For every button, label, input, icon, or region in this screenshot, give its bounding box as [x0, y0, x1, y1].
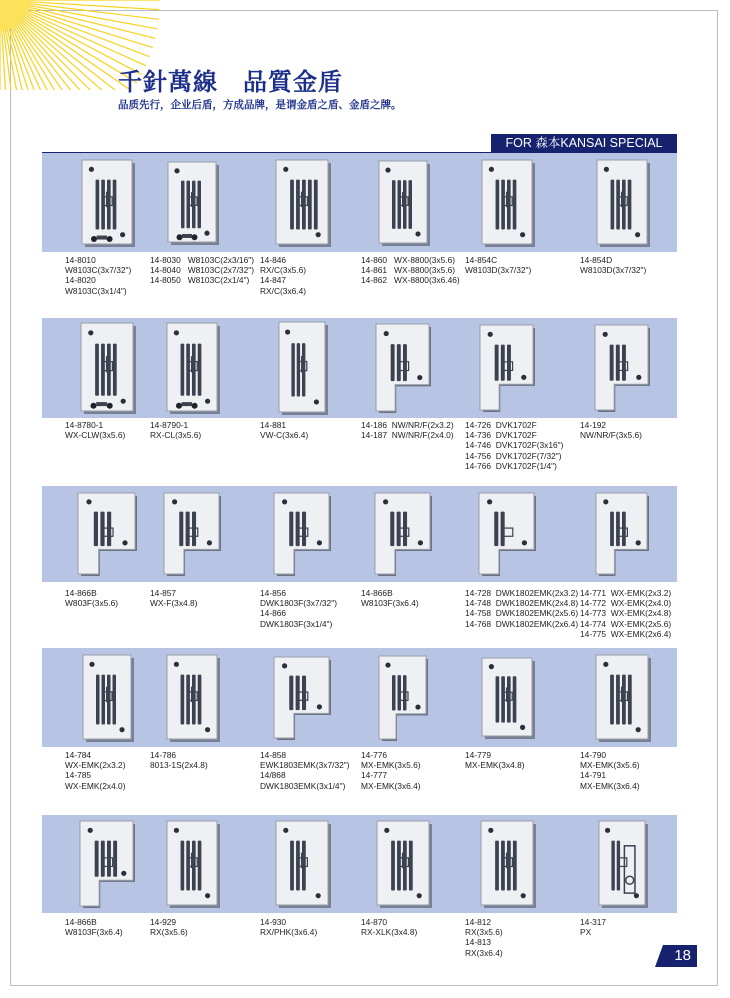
part-number-line: 14-8780-1	[65, 420, 104, 430]
part-number-line: EWK1803EMK(3x7/32")	[260, 760, 350, 771]
part-label	[260, 420, 370, 440]
needle-plate-image	[374, 492, 438, 580]
part-number-line: WX-F(3x4.8)	[150, 598, 198, 609]
needle-plate-image	[594, 324, 656, 416]
part-number-line: 14-8040 W8103C(2x7/32")	[150, 265, 254, 276]
part-number-line: 14-8790-1	[150, 420, 189, 430]
part-number-line: 14-856	[260, 588, 287, 598]
part-number-line: 14-790	[580, 750, 607, 760]
part-number-line: 14-8020	[65, 275, 96, 286]
part-label	[260, 588, 370, 629]
needle-plate-image	[378, 160, 434, 250]
needle-plate-image	[479, 324, 541, 416]
part-number-line: 14-854C	[465, 255, 498, 265]
part-number-line: 14-192	[580, 420, 607, 430]
needle-plate-image	[273, 492, 337, 580]
needle-plate-image	[166, 322, 224, 418]
part-number-line: 14-881	[260, 420, 287, 430]
part-number-line: RX(3x5.6)	[150, 927, 188, 938]
part-label	[361, 917, 471, 937]
part-number-line: 14-8030 W8103C(2x3/16")	[150, 255, 254, 265]
part-number-line: 14-870	[361, 917, 388, 927]
part-number-line: 14-8050 W8103C(2x1/4")	[150, 275, 250, 286]
part-label	[465, 420, 575, 471]
part-number-line: 14/868	[260, 770, 286, 781]
part-number-line: 14-812	[465, 917, 492, 927]
part-number-line: 14-866	[260, 608, 287, 619]
part-number-line: 14-930	[260, 917, 287, 927]
part-label	[361, 420, 471, 440]
part-number-line: 14-758 DWK1802EMK(2x5.6)	[465, 608, 579, 619]
part-number-line: 14-766 DVK1702F(1/4")	[465, 460, 557, 471]
page-title: 千針萬線 品質金盾	[118, 68, 343, 96]
part-number-line: 14-857	[150, 588, 177, 598]
needle-plate-image	[481, 657, 539, 743]
part-number-line: MX-EMK(3x6.4)	[580, 780, 640, 791]
part-number-line: 14-773 WX-EMK(2x4.8)	[580, 608, 672, 619]
part-number-line: 14-756 DVK1702F(7/32")	[465, 450, 562, 461]
part-label	[580, 255, 690, 275]
part-number-line: WX-CLW(3x5.6)	[65, 430, 126, 441]
needle-plate-image	[77, 492, 143, 580]
part-number-line: 14-746 DVK1702F(3x16")	[465, 440, 564, 451]
part-number-line: W8103C(3x7/32")	[65, 265, 132, 276]
part-number-line: 14-186 NW/NR/F(2x3.2)	[361, 420, 454, 430]
needle-plate-image	[378, 655, 434, 745]
part-number-line: 14-768 DWK1802EMK(2x6.4)	[465, 618, 579, 629]
part-label	[260, 917, 370, 937]
needle-plate-image	[166, 820, 224, 912]
part-number-line: 14-858	[260, 750, 287, 760]
part-label	[260, 750, 370, 791]
part-label	[465, 750, 575, 770]
part-number-line: 14-772 WX-EMK(2x4.0)	[580, 598, 672, 609]
part-number-line: 14-777	[361, 770, 388, 781]
part-label	[580, 750, 690, 791]
needle-plate-image	[480, 820, 540, 912]
part-label	[150, 588, 260, 608]
part-number-line: 14-791	[580, 770, 607, 781]
part-number-line: 14-862 WX-8800(3x6.46)	[361, 275, 460, 286]
page-subtitle: 品质先行，企业后盾，方成品牌，是谓金盾之盾、金盾之牌。	[118, 99, 402, 111]
part-number-line: 14-785	[65, 770, 92, 781]
part-number-line: RX-XLK(3x4.8)	[361, 927, 418, 938]
part-number-line: W8103F(3x6.4)	[361, 598, 419, 609]
part-label	[150, 917, 260, 937]
part-number-line: 14-726 DVK1702F	[465, 420, 537, 430]
part-label	[465, 917, 575, 958]
part-label	[361, 255, 471, 286]
part-label	[260, 255, 370, 296]
part-number-line: 14-847	[260, 275, 287, 286]
part-number-line: 14-187 NW/NR/F(2x4.0)	[361, 430, 454, 441]
part-label	[465, 255, 575, 275]
needle-plate-image	[273, 656, 337, 744]
part-number-line: MX-EMK(3x5.6)	[580, 760, 640, 771]
needle-plate-image	[376, 820, 436, 912]
page-number: 18	[663, 945, 697, 967]
part-number-line: 14-317	[580, 917, 607, 927]
part-number-line: DWK1803EMK(3x1/4")	[260, 780, 346, 791]
part-number-line: W8103C(3x1/4")	[65, 285, 127, 296]
needle-plate-image	[375, 323, 437, 417]
part-number-line: W8103D(3x7/32")	[465, 265, 532, 276]
part-number-line: WX-EMK(2x4.0)	[65, 780, 126, 791]
part-number-line: 8013-1S(2x4.8)	[150, 760, 208, 771]
part-number-line: MX-EMK(3x6.4)	[361, 780, 421, 791]
part-number-line: RX(3x5.6)	[465, 927, 503, 938]
part-number-line: PX	[580, 927, 592, 938]
part-number-line: RX-CL(3x5.6)	[150, 430, 202, 441]
part-label	[580, 588, 690, 639]
needle-plate-image	[598, 820, 652, 912]
part-number-line: RX(3x6.4)	[465, 947, 503, 958]
brand-banner: FOR 森本KANSAI SPECIAL	[491, 134, 677, 152]
part-number-line: NW/NR/F(3x5.6)	[580, 430, 642, 441]
needle-plate-image	[80, 322, 140, 418]
part-number-line: W8103D(3x7/32")	[580, 265, 647, 276]
part-number-line: 14-775 WX-EMK(2x6.4)	[580, 628, 672, 639]
needle-plate-image	[167, 161, 223, 249]
part-number-line: 14-736 DVK1702F	[465, 430, 537, 441]
part-number-line: RX/PHK(3x6.4)	[260, 927, 318, 938]
needle-plate-image	[163, 492, 227, 580]
part-label	[580, 420, 690, 440]
part-number-line: DWK1803F(3x7/32")	[260, 598, 337, 609]
part-number-line: 14-813	[465, 937, 492, 948]
needle-plate-image	[81, 159, 139, 251]
part-number-line: 14-866B	[65, 917, 97, 927]
part-number-line: RX/C(3x6.4)	[260, 285, 307, 296]
part-number-line: 14-776	[361, 750, 388, 760]
needle-plate-image	[82, 654, 138, 746]
part-number-line: 14-784	[65, 750, 92, 760]
part-number-line: 14-774 WX-EMK(2x5.6)	[580, 618, 672, 629]
part-number-line: 14-866B	[361, 588, 393, 598]
part-number-line: 14-854D	[580, 255, 613, 265]
part-number-line: 14-846	[260, 255, 287, 265]
part-number-line: 14-929	[150, 917, 177, 927]
needle-plate-image	[166, 654, 224, 746]
part-number-line: 14-860 WX-8800(3x5.6)	[361, 255, 456, 265]
needle-plate-image	[275, 159, 335, 251]
part-number-line: DWK1803F(3x1/4")	[260, 618, 333, 629]
needle-plate-image	[278, 321, 332, 419]
part-number-line: W8103F(3x6.4)	[65, 927, 123, 938]
needle-plate-image	[595, 654, 655, 746]
needle-plate-image	[595, 492, 655, 580]
needle-plate-image	[481, 159, 539, 251]
part-number-line: MX-EMK(3x4.8)	[465, 760, 525, 771]
part-label	[361, 750, 471, 791]
part-label	[150, 750, 260, 770]
part-number-line: MX-EMK(3x5.6)	[361, 760, 421, 771]
part-number-line: VW-C(3x6.4)	[260, 430, 309, 441]
part-number-line: RX/C(3x5.6)	[260, 265, 307, 276]
needle-plate-image	[79, 820, 141, 912]
part-number-line: 14-866B	[65, 588, 97, 598]
part-number-line: W803F(3x5.6)	[65, 598, 119, 609]
part-number-line: 14-728 DWK1802EMK(2x3.2)	[465, 588, 579, 598]
needle-plate-image	[275, 820, 335, 912]
part-label	[361, 588, 471, 608]
needle-plate-image	[596, 159, 654, 251]
part-number-line: 14-779	[465, 750, 492, 760]
part-label	[580, 917, 690, 937]
part-number-line: WX-EMK(2x3.2)	[65, 760, 126, 771]
part-number-line: 14-748 DWK1802EMK(2x4.8)	[465, 598, 579, 609]
part-label	[150, 420, 260, 440]
part-number-line: 14-786	[150, 750, 177, 760]
part-number-line: 14-861 WX-8800(3x5.6)	[361, 265, 456, 276]
part-label	[150, 255, 260, 286]
part-label	[465, 588, 579, 629]
part-number-line: 14-771 WX-EMK(2x3.2)	[580, 588, 672, 598]
part-number-line: 14-8010	[65, 255, 96, 265]
needle-plate-image	[478, 492, 542, 580]
